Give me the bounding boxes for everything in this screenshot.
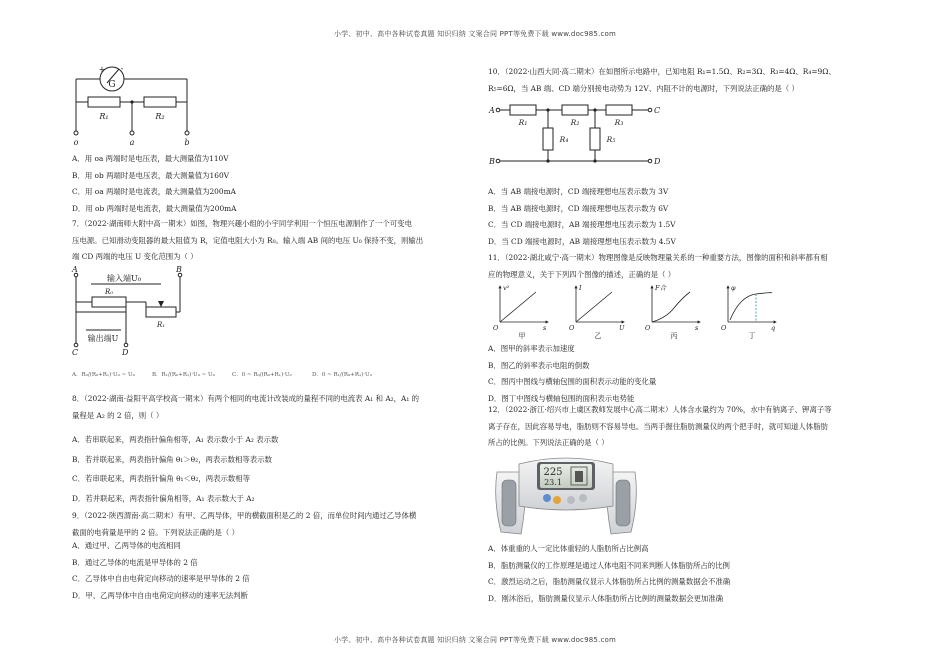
q6-option-a: A．用 oa 两端时是电压表，最大测量值为110V: [72, 154, 229, 163]
graph1-name: 甲: [518, 332, 526, 340]
q9-option-c: C．乙导体中自由电荷定向移动的速率是甲导体的 2 倍: [72, 574, 250, 583]
q11-line-2: 应的物理意义，关于下列四个图像的描述，正确的是（ ）: [488, 269, 676, 279]
graph1-origin: O: [493, 324, 499, 332]
q9-options: [72, 538, 250, 604]
q12-line-3: 所占的比例。下列说法正确的是（ ）: [488, 438, 609, 447]
q12-option-a: A．体重重的人一定比体重轻的人脂肪所占比例高: [488, 544, 649, 553]
q7-line-2: 压电源。已知滑动变阻器的最大阻值为 R，定值电阻大小为 R₀。输入端 AB 间的电压 U₀ 保持不变，则输出: [72, 235, 424, 245]
q12-options: [488, 541, 730, 607]
graph3-name: 丙: [670, 332, 678, 340]
right-column: [475, 0, 950, 672]
q6-options: [72, 151, 237, 217]
voltage-divider-figure: [66, 264, 196, 356]
terminal-A-label: A: [72, 265, 78, 274]
q11-stem: [488, 250, 828, 283]
screen-reading-1: 225: [543, 467, 563, 478]
q10-line-2: R₅=6Ω，当 AB 端、CD 端分别接电动势为 12V、内阻不计的电源时，下列说法正确的是（ ）: [488, 83, 799, 93]
node-B-label: B: [489, 157, 495, 166]
q6-option-c: C．用 oa 两端时是电流表，最大测量值为200mA: [72, 187, 236, 196]
graph3-ylabel: F合: [655, 284, 667, 292]
screen-reading-2: 23.1: [544, 478, 562, 487]
q8-option-b: B．若并联起来，两表指针偏角 θ₁＞θ₂，两表示数相等表示数: [72, 454, 272, 464]
q7-option-a: A．R₀/(R₀+R₁)·U₀ ~ U₀: [72, 372, 135, 378]
q10-options: [488, 184, 676, 250]
q11-option-c: C．图丙中图线与横轴包围的面积表示动能的变化量: [488, 377, 657, 386]
terminal-D-label: D: [122, 348, 129, 356]
q10-line-1: 10．（2022·山西大同·高二期末）在如图所示电路中，已知电阻 R₁=1.5Ω、R₂=3Ω、R₃=4Ω、R₄=9Ω、: [488, 67, 836, 76]
q12-option-c: C．激烈运动之后，脂肪测量仪显示人体脂肪所占比例的测量数据会不准确: [488, 577, 731, 586]
terminal-b: b: [184, 138, 190, 146]
plus-label: +: [98, 65, 106, 74]
q10-option-a: A．当 AB 端接电源时，CD 端接理想电压表示数为 3V: [488, 187, 669, 196]
node-D-label: D: [654, 157, 661, 166]
graph1-xlabel: s: [543, 324, 547, 332]
q8-option-a: A．若串联起来，两表指针偏角相等，A₁ 表示数小于 A₂ 表示数: [72, 435, 279, 444]
graph2-xlabel: U: [619, 324, 625, 332]
q8-line-1: 8．（2022·湖南·益阳平高学校高一期末）有两个相同的电流计改装成的量程不同的电流表 A₁ 和 A₂，A₁ 的: [72, 394, 420, 403]
terminal-a: a: [129, 138, 135, 146]
q6-option-b: B．用 ob 两端时是电压表，最大测量值为160V: [72, 170, 230, 180]
graph1-ylabel: v²: [503, 284, 510, 292]
q11-option-d: D．图丁中图线与横轴包围的面积表示电势能: [488, 393, 635, 403]
q7-line-1: 7．（2022·湖南师大附中高一期末）如图，物理兴趣小组的小宇同学利用一个恒压电源制作了一个可变电: [72, 219, 412, 228]
graph4-name: 丁: [748, 332, 756, 340]
analyzer-grey-button-2: [579, 494, 587, 502]
galvanometer-circuit-figure: [62, 61, 202, 146]
r1-label: R₁: [518, 118, 528, 127]
graph2-name: 乙: [594, 332, 602, 340]
q8-line-2: 量程是 A₂ 的 2 倍，则（ ）: [72, 410, 164, 420]
graph4-ylabel: φ: [731, 284, 736, 292]
q10-option-b: B．当 AB 端接电源时，CD 端接理想电压表示数为 6V: [488, 203, 669, 213]
r0-label: R₀: [104, 288, 114, 296]
q10-option-c: C．当 CD 端接电源时，AB 端接理想电压表示数为 1.5V: [488, 220, 676, 229]
graph3-xlabel: s: [695, 324, 699, 332]
q7-stem: [72, 216, 423, 266]
q12-option-d: D．刚沐浴后，脂肪测量仪显示人体脂肪所占比例的测量数据会更加准确: [488, 593, 724, 603]
node-C-label: C: [654, 106, 661, 115]
node-A-label: A: [489, 106, 495, 115]
q12-option-b: B．脂肪测量仪的工作原理是通过人体电阻不同来判断人体脂肪所占的比例: [488, 560, 730, 570]
ladder-circuit-figure: [488, 100, 668, 172]
q7-option-b: B．R₁/(R₀+R₁)·U₀ ~ U₀: [152, 372, 215, 378]
r5-label: R₅: [606, 135, 616, 144]
q12-line-2: 离子存在，因此容易导电，脂肪则不容易导电。当两手握住脂肪测量仪的两个把手时，就可知道人体脂肪: [488, 421, 828, 431]
r4-label: R₄: [559, 135, 569, 144]
q7-option-c: C．0 ~ R₀/(R₀+R₁)·U₀: [232, 372, 292, 378]
q10-stem: [488, 64, 836, 97]
four-graphs-figure: [488, 282, 778, 340]
q9-option-d: D．甲、乙两导体中自由电荷定向移动的速率无法判断: [72, 590, 248, 600]
terminal-C-label: C: [72, 348, 79, 356]
analyzer-grey-button-1: [567, 496, 575, 504]
q11-line-1: 11．（2022·湖北咸宁·高一期末）物理图像是反映物理量关系的一种重要方法，图像的面积和斜率都有相: [488, 253, 828, 262]
q9-option-a: A．通过甲、乙两导体的电流相同: [72, 541, 181, 550]
graph3-origin: O: [645, 324, 651, 332]
q11-option-b: B．图乙的斜率表示电阻的倒数: [488, 360, 590, 370]
graph2-origin: O: [569, 324, 575, 332]
q8-option-c: C．若串联起来，两表指针偏角 θ₁＜θ₂，两表示数相等: [72, 474, 251, 484]
graph2-ylabel: I: [579, 284, 582, 292]
terminal-o: o: [73, 138, 79, 146]
q9-stem: [72, 508, 416, 541]
page-footer: 小学、初中、高中各种试卷真题 知识归纳 文案合同 PPT等免费下载 www.doc985.com: [333, 636, 617, 644]
galvanometer-label: G: [108, 80, 116, 90]
r3-label: R₃: [614, 118, 624, 127]
minus-label: -: [120, 64, 124, 73]
q7-options: [72, 370, 392, 382]
q11-options: [488, 341, 656, 407]
r1-slider-label: R₁: [156, 321, 166, 329]
analyzer-orange-button: [553, 496, 561, 504]
q7-line-3: 端 CD 两端的电压 U 变化范围为（ ）: [72, 252, 198, 261]
output-label: 输出端U: [87, 334, 119, 343]
body-fat-analyzer-image: [491, 450, 641, 542]
q8-stem: [72, 391, 419, 424]
r2-label: R₂: [155, 112, 165, 121]
q8-option-d: D．若并联起来，两表指针偏角相等，A₁ 表示数大于 A₂: [72, 493, 255, 503]
q8-options: [72, 430, 278, 508]
r1-label: R₁: [99, 112, 109, 121]
q9-line-1: 9．（2022·陕西渭南·高二期末）有甲、乙两导体，甲的横截面积是乙的 2 倍，而单位时间内通过乙导体横: [72, 511, 417, 520]
q6-option-d: D．用 ob 两端时是电流表，最大测量值为200mA: [72, 203, 237, 213]
q9-option-b: B．通过乙导体的电流是甲导体的 2 倍: [72, 557, 198, 567]
q10-option-d: D．当 CD 端接电源时，AB 端接理想电压表示数为 4.5V: [488, 236, 676, 246]
q11-option-a: A．图甲的斜率表示加速度: [488, 344, 575, 353]
q12-stem: [488, 402, 832, 452]
q9-line-2: 截面的电荷量是甲的 2 倍。下列说法正确的是（ ）: [72, 527, 239, 537]
terminal-B-label: B: [176, 265, 182, 274]
q7-option-d: D．0 ~ R₁/(R₀+R₁)·U₀: [312, 372, 372, 378]
analyzer-blue-button: [543, 494, 551, 502]
r2-label: R₂: [570, 118, 580, 127]
graph4-xlabel: q: [771, 324, 776, 332]
graph4-origin: O: [721, 324, 727, 332]
q12-line-1: 12．（2022·浙江·绍兴市上虞区教师发展中心高二期末）人体含水量约为 70%，水中有钠离子、钾离子等: [488, 405, 832, 414]
input-label: 输入端U₀: [107, 274, 141, 283]
page-header: 小学、初中、高中各种试卷真题 知识归纳 文案合同 PPT等免费下载 www.doc985.com: [333, 30, 617, 38]
